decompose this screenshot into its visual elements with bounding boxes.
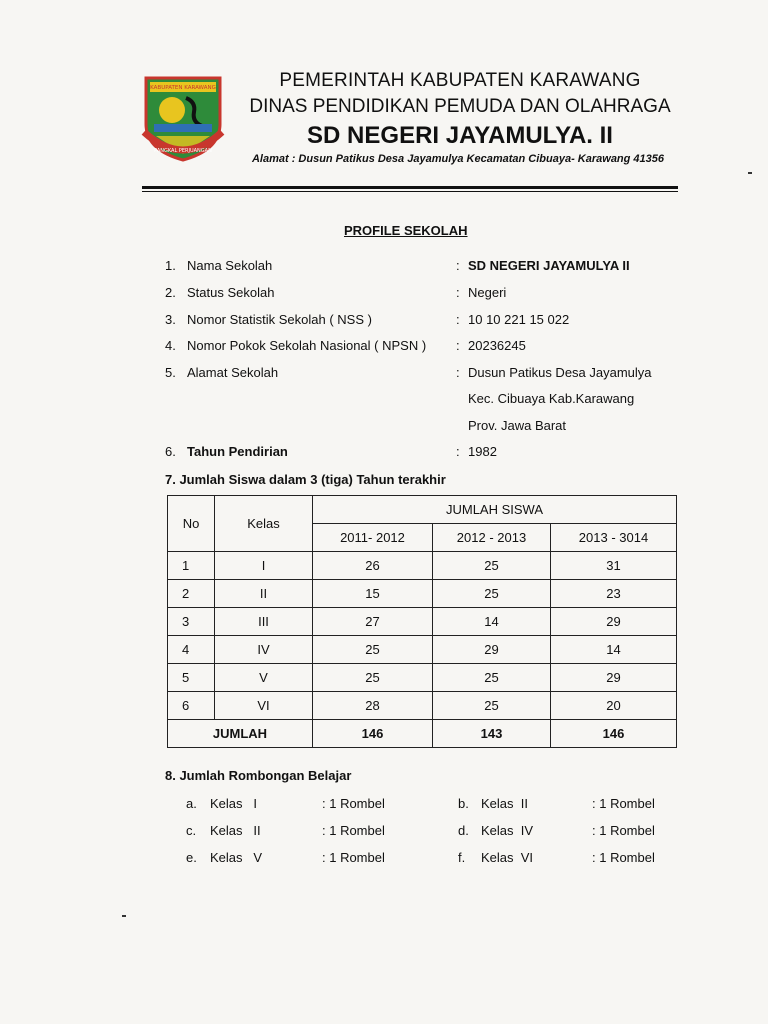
rombel-kelas-b: Kelas II [481, 796, 528, 811]
header-year-3: 2013 - 3014 [551, 524, 677, 552]
rombel-kelas-f: Kelas VI [481, 850, 534, 865]
scan-speck [122, 915, 126, 917]
cell-kelas: II [215, 580, 313, 608]
profile-sep-6: : [456, 444, 460, 459]
table-row [168, 552, 677, 580]
cell-value: 23 [551, 580, 677, 608]
header-government: PEMERINTAH KABUPATEN KARAWANG [279, 70, 641, 91]
header-school-name: SD NEGERI JAYAMULYA. II [307, 122, 613, 149]
profile-num-5: 5. [165, 365, 176, 380]
header-kelas: Kelas [215, 496, 313, 552]
cell-no: 6 [168, 692, 215, 720]
table-row [168, 608, 677, 636]
profile-label-4: Nomor Pokok Sekolah Nasional ( NPSN ) [187, 338, 427, 353]
cell-value: 14 [551, 636, 677, 664]
table-row [168, 580, 677, 608]
rombel-kelas-a: Kelas I [210, 796, 257, 811]
cell-value: 25 [313, 664, 433, 692]
cell-value: 27 [313, 608, 433, 636]
cell-value: 29 [551, 608, 677, 636]
karawang-logo [140, 72, 226, 162]
cell-value: 28 [313, 692, 433, 720]
header-rule-thick [142, 186, 678, 189]
total-value: 146 [551, 720, 677, 748]
profile-num-6: 6. [165, 444, 176, 459]
profile-value-1: SD NEGERI JAYAMULYA II [468, 258, 630, 273]
table-total-row [168, 720, 677, 748]
rombel-letter-a: a. [186, 796, 197, 811]
cell-value: 25 [313, 636, 433, 664]
cell-kelas: IV [215, 636, 313, 664]
cell-value: 31 [551, 552, 677, 580]
profile-num-3: 3. [165, 312, 176, 327]
profile-label-2: Status Sekolah [187, 285, 275, 300]
profile-num-4: 4. [165, 338, 176, 353]
profile-sep-4: : [456, 338, 460, 353]
rombel-value-f: : 1 Rombel [592, 850, 655, 865]
address-line-2: Kec. Cibuaya Kab.Karawang [468, 391, 635, 406]
rombel-value-e: : 1 Rombel [322, 850, 385, 865]
profile-sep-2: : [456, 285, 460, 300]
rombel-kelas-d: Kelas IV [481, 823, 534, 838]
profile-label-3: Nomor Statistik Sekolah ( NSS ) [187, 312, 372, 327]
table-row [168, 692, 677, 720]
cell-no: 5 [168, 664, 215, 692]
total-label: JUMLAH [168, 720, 313, 748]
rombel-letter-b: b. [458, 796, 469, 811]
rombel-letter-e: e. [186, 850, 197, 865]
header-address: Alamat : Dusun Patikus Desa Jayamulya Kecamatan Cibuaya- Karawang 41356 [251, 153, 665, 165]
address-line-3: Prov. Jawa Barat [468, 418, 567, 433]
profile-num-1: 1. [165, 258, 176, 273]
cell-value: 14 [433, 608, 551, 636]
profile-value-6: 1982 [468, 444, 497, 459]
cell-no: 1 [168, 552, 215, 580]
table-row [168, 636, 677, 664]
rombel-value-c: : 1 Rombel [322, 823, 385, 838]
header-no: No [168, 496, 215, 552]
total-value: 143 [433, 720, 551, 748]
rombel-letter-f: f. [458, 850, 466, 865]
cell-kelas: I [215, 552, 313, 580]
profile-sep-5: : [456, 365, 460, 380]
profile-value-5: Dusun Patikus Desa Jayamulya [468, 365, 652, 380]
header-year-1: 2011- 2012 [313, 524, 433, 552]
rombel-value-d: : 1 Rombel [592, 823, 655, 838]
cell-value: 15 [313, 580, 433, 608]
cell-value: 20 [551, 692, 677, 720]
profile-sep-3: : [456, 312, 460, 327]
header-department: DINAS PENDIDIKAN PEMUDA DAN OLAHRAGA [249, 96, 671, 117]
cell-value: 25 [433, 552, 551, 580]
profile-value-4: 20236245 [468, 338, 526, 353]
profile-label-1: Nama Sekolah [187, 258, 273, 273]
logo-bottom-text: PANGKAL PERJUANGAN [154, 148, 212, 154]
cell-no: 2 [168, 580, 215, 608]
cell-value: 25 [433, 692, 551, 720]
cell-kelas: III [215, 608, 313, 636]
page-title: PROFILE SEKOLAH [344, 223, 468, 238]
table-row [168, 664, 677, 692]
profile-num-2: 2. [165, 285, 176, 300]
rombel-kelas-e: Kelas V [210, 850, 263, 865]
rombel-letter-c: c. [186, 823, 197, 838]
rombel-value-a: : 1 Rombel [322, 796, 385, 811]
cell-kelas: VI [215, 692, 313, 720]
cell-value: 29 [433, 636, 551, 664]
cell-value: 25 [433, 580, 551, 608]
profile-label-6: Tahun Pendirian [187, 444, 288, 459]
cell-value: 29 [551, 664, 677, 692]
cell-no: 3 [168, 608, 215, 636]
rombel-value-b: : 1 Rombel [592, 796, 655, 811]
cell-no: 4 [168, 636, 215, 664]
cell-value: 25 [433, 664, 551, 692]
header-year-2: 2012 - 2013 [433, 524, 551, 552]
student-count-table [167, 495, 677, 748]
profile-value-2: Negeri [468, 285, 507, 300]
section-8-heading: 8. Jumlah Rombongan Belajar [165, 768, 352, 783]
header-jumlah-siswa: JUMLAH SISWA [313, 496, 677, 524]
cell-value: 26 [313, 552, 433, 580]
header-rule-thin [142, 191, 678, 192]
profile-value-3: 10 10 221 15 022 [468, 312, 570, 327]
rombel-kelas-c: Kelas II [210, 823, 261, 838]
rombel-letter-d: d. [458, 823, 469, 838]
logo-top-text: KABUPATEN KARAWANG [150, 85, 216, 91]
profile-label-5: Alamat Sekolah [187, 365, 279, 380]
scan-speck [748, 172, 752, 174]
total-value: 146 [313, 720, 433, 748]
profile-sep-1: : [456, 258, 460, 273]
section-7-heading: 7. Jumlah Siswa dalam 3 (tiga) Tahun terakhir [165, 472, 446, 487]
table-header-row [168, 496, 677, 524]
cell-kelas: V [215, 664, 313, 692]
